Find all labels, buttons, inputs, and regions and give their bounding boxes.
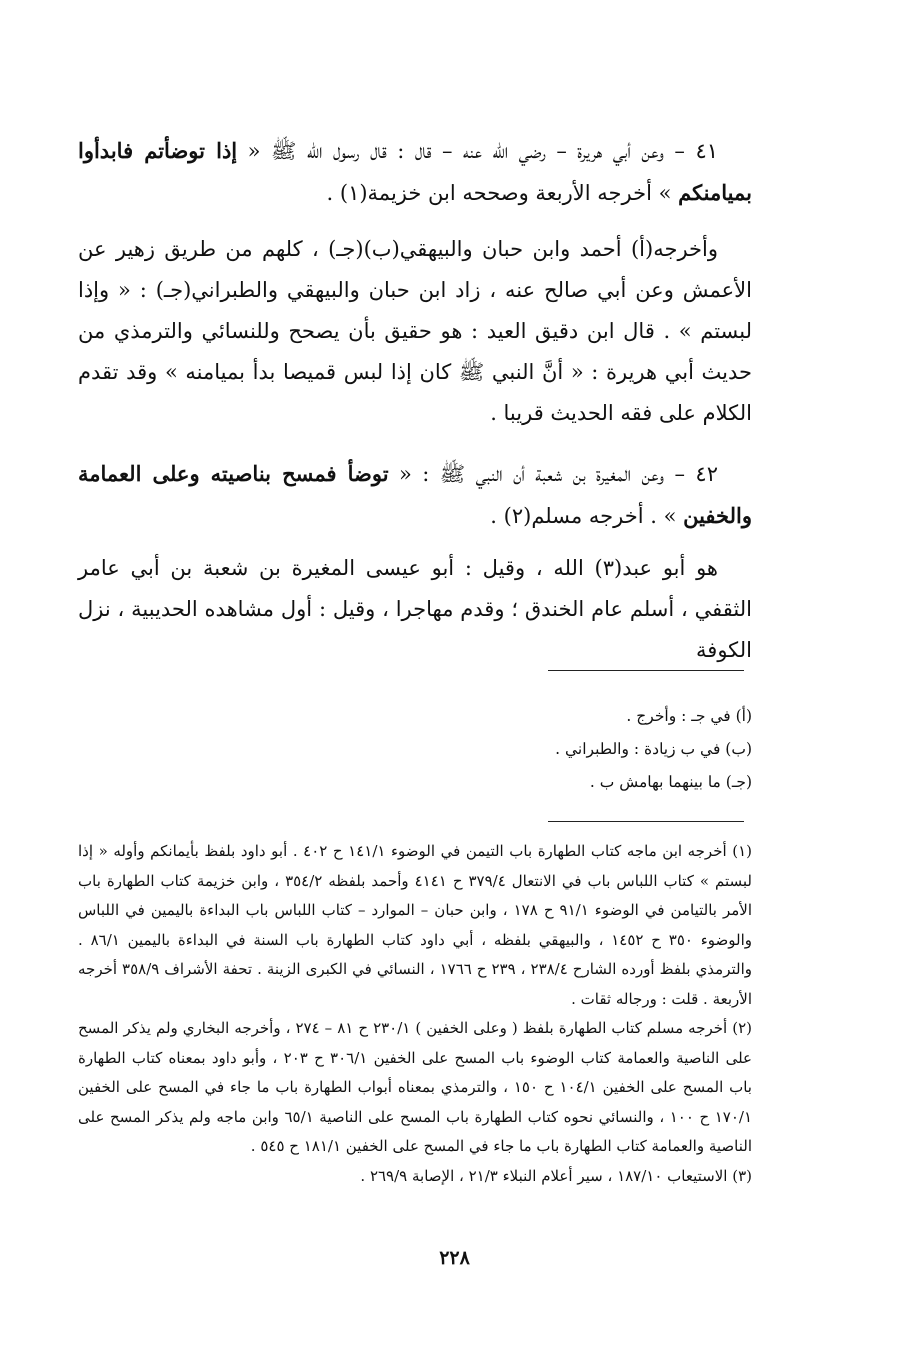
footnotes-separator [548, 821, 744, 822]
variant-note: (أ) في جـ : وأخرج . [626, 707, 752, 725]
footnote-2: (٢) أخرجه مسلم كتاب الطهارة بلفظ ( وعلى الخفين ) ٢٣٠/١ ح ٨١ – ٢٧٤ ، وأخرجه البخاري ولم يذكر المسح على الناصية والعمامة كتاب الوضوء باب المسح على الخفين ٣٠٦/١ ح ٢٠٣ ، وأبو داود بمعناه كتاب الطهارة باب المسح على الخفين ١٠٤/١ ح ١٥٠ ، والترمذي بمعناه أبواب الطهارة باب ما جاء في المسح على الخفين ١٧٠/١ ح ١٠٠ ، والنسائي نحوه كتاب الطهارة باب المسح على الناصية ٦٥/١ وابن ماجه ولم يذكر المسح على الناصية والعمامة كتاب الطهارة باب ما جاء في المسح على الخفين ١٨١/١ ح ٥٤٥ . [78, 1019, 753, 1155]
commentary-41 [78, 229, 752, 434]
hadith-41 [78, 130, 752, 214]
hadith-42-outro: » . أخرجه مسلم(٢) . [490, 504, 684, 528]
variant-note: (جـ) ما بينهما بهامش ب . [589, 773, 752, 791]
hadith-41-intro: ٤١ – وعن أبي هريرة – رضي الله عنه – قال : قال رسول الله ﷺ « [237, 139, 718, 163]
commentary-42 [78, 548, 752, 671]
hadith-41-outro: » أخرجه الأربعة وصححه ابن خزيمة(١) . [326, 181, 679, 205]
hadith-42-intro: ٤٢ – وعن المغيرة بن شعبة أن النبي ﷺ : « [388, 462, 718, 486]
hadith-42 [78, 453, 752, 537]
commentary-42-text: هو أبو عبد(٣) الله ، وقيل : أبو عيسى المغيرة بن شعبة بن أبي عامر الثقفي ، أسلم عام الخندق ؛ وقدم مهاجرا ، وقيل : أول مشاهده الحديبية ، نزل الكوفة [78, 556, 752, 662]
manuscript-variants [78, 700, 752, 799]
variants-separator [548, 670, 744, 671]
footnote-3: (٣) الاستيعاب ١٨٧/١٠ ، سير أعلام النبلاء ٢١/٣ ، الإصابة ٢٦٩/٩ . [360, 1166, 752, 1185]
hadith-42-quote: توضأ فمسح بناصيته وعلى العمامة والخفين [78, 461, 752, 528]
commentary-41-text: وأخرجه(أ) أحمد وابن حبان والبيهقي(ب)(جـ) ، كلهم من طريق زهير عن الأعمش وعن أبي صالح عنه ، زاد ابن حبان والبيهقي والطبراني(جـ) : « وإذا لبستم » . قال ابن دقيق العيد : هو حقيق بأن يصحح وللنسائي والترمذي من حديث أبي هريرة : « أنَّ النبي ﷺ كان إذا لبس قميصا بدأ بميامنه » وقد تقدم الكلام على فقه الحديث قريبا . [78, 237, 752, 425]
variant-note: (ب) في ب زيادة : والطبراني . [555, 740, 752, 758]
hadith-41-quote: إذا توضأتم فابدأوا بميامنكم [78, 138, 752, 205]
page-number: ٢٢٨ [439, 1247, 470, 1269]
footnote-1: (١) أخرجه ابن ماجه كتاب الطهارة باب التيمن في الوضوء ١٤١/١ ح ٤٠٢ . أبو داود بلفظ بأيمانكم وأوله « إذا لبستم » كتاب اللباس باب في الانتعال ٣٧٩/٤ ح ٤١٤١ وأحمد بلفظه ٣٥٤/٢ ، وابن خزيمة كتاب الطهارة باب الأمر بالتيامن في الوضوء ٩١/١ ح ١٧٨ ، وابن حبان – الموارد – كتاب اللباس باب البداءة باليمين في اللباس والوضوء ٣٥٠ ح ١٤٥٢ ، والبيهقي بلفظه ، أبي داود كتاب الطهارة باب السنة في البداءة باليمين ٨٦/١ . والترمذي بلفظ أورده الشارح ٢٣٨/٤ ، ٢٣٩ ح ١٧٦٦ ، النسائي في الكبرى الزينة . تحفة الأشراف ٣٥٨/٩ أخرجه الأربعة . قلت : ورجاله ثقات . [78, 842, 753, 1008]
footnotes [78, 837, 752, 1191]
